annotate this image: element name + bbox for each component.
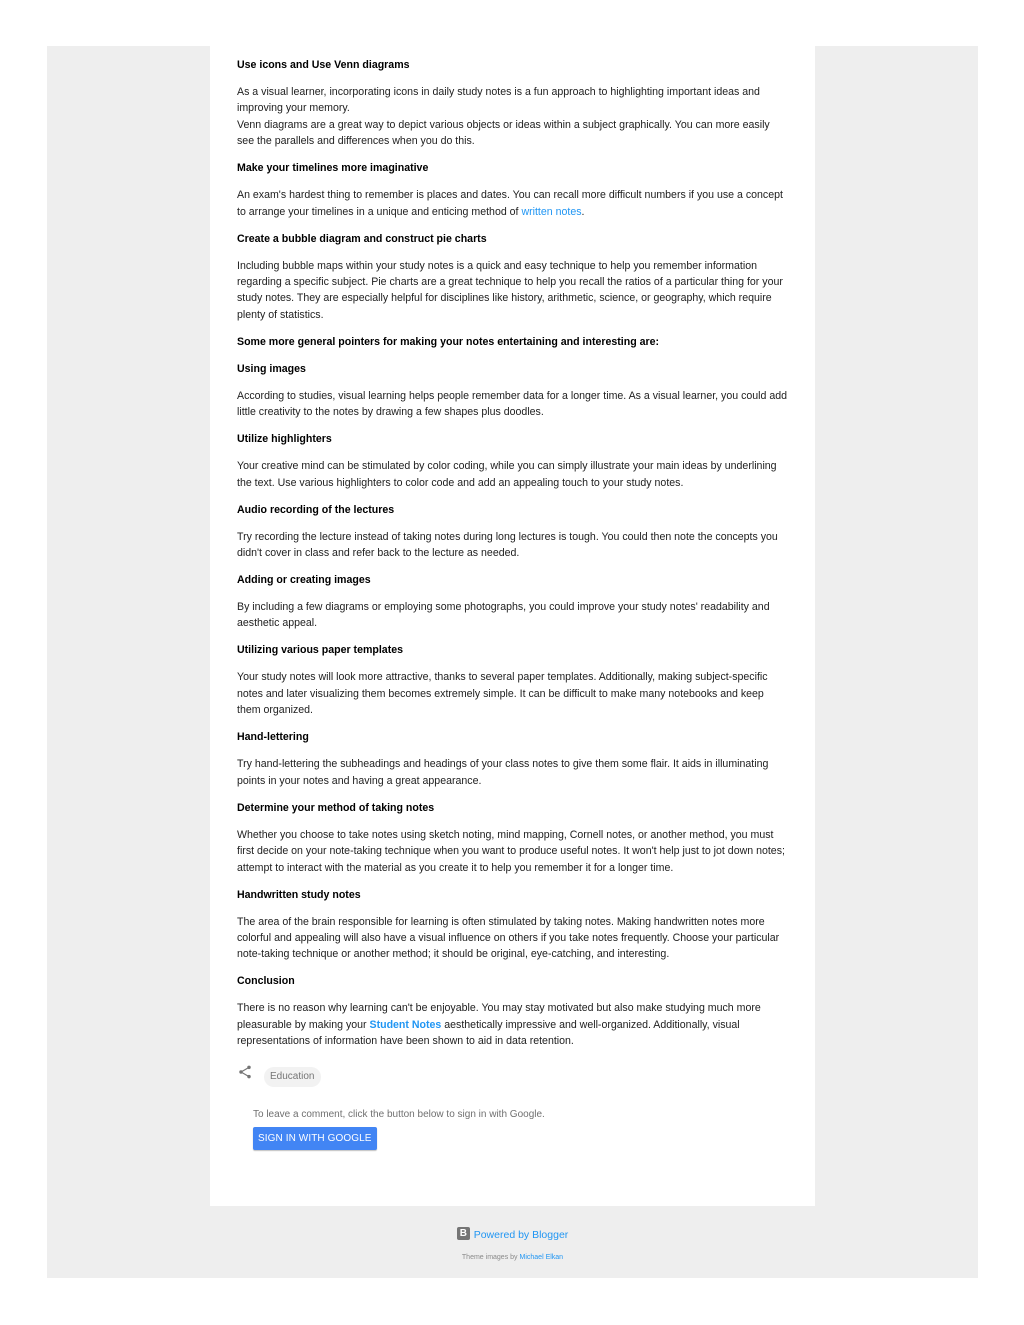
section-heading: Conclusion xyxy=(237,975,295,988)
post-body xyxy=(237,46,787,1050)
share-icon[interactable] xyxy=(237,1064,253,1080)
section-paragraph: Including bubble maps within your study notes is a quick and easy technique to help you remember information regarding a specific subject. Pie charts are a great technique to help you recall the ratios of a particular thing for your study notes. They are especially helpful for disciplines like history, arithmetic, science, or geography, which require plenty of statistics. xyxy=(237,259,783,321)
blogger-icon: B xyxy=(457,1227,470,1240)
section-heading: Handwritten study notes xyxy=(237,888,361,901)
section-paragraph: Venn diagrams are a great way to depict various objects or ideas within a subject graphically. You can more easily see the parallels and differences when you do this. xyxy=(237,118,770,148)
section-paragraph: Your study notes will look more attractive, thanks to several paper templates. Additionally, making subject-specific notes and later visualizing them becomes extremely simple. It can be difficult to make many notebooks and keep them organized. xyxy=(237,671,768,717)
section-heading: Hand-lettering xyxy=(237,731,309,744)
section-heading: Audio recording of the lectures xyxy=(237,503,395,516)
section-paragraph: An exam's hardest thing to remember is places and dates. You can recall more difficult numbers if you use a concept to arrange your timelines in a unique and enticing method of written notes. xyxy=(237,189,783,218)
section-heading: Utilizing various paper templates xyxy=(237,644,404,657)
section-paragraph: There is no reason why learning can't be enjoyable. You may stay motivated but also make studying much more pleasurable by making your Student Notes aesthetically impressive and well-organized. Additionally, visual representations of information have been shown to aid in data retention. xyxy=(237,1002,761,1048)
section-heading: Utilize highlighters xyxy=(237,433,332,446)
label-chip-education[interactable]: Education xyxy=(264,1067,321,1087)
section-paragraph: According to studies, visual learning helps people remember data for a longer time. As a visual learner, you could add little creativity to the notes by drawing a few shapes plus doodles. xyxy=(237,389,788,419)
sign-in-with-google-button[interactable]: SIGN IN WITH GOOGLE xyxy=(253,1127,377,1150)
section-paragraph: Your creative mind can be stimulated by color coding, while you can simply illustrate your main ideas by underlining the text. Use various highlighters to color code and add an appealing touch to your study notes. xyxy=(237,460,777,489)
post-card xyxy=(210,46,815,1206)
section-heading: Determine your method of taking notes xyxy=(237,801,435,814)
section-heading: Create a bubble diagram and construct pie charts xyxy=(237,232,487,245)
theme-credit: Theme images by Michael Elkan xyxy=(461,1254,564,1261)
powered-by-blogger-link[interactable]: B Powered by Blogger xyxy=(47,1226,978,1244)
post-share-row xyxy=(237,1064,537,1088)
student-notes-link[interactable]: Student Notes xyxy=(369,1018,442,1031)
section-heading: Make your timelines more imaginative xyxy=(237,162,429,175)
section-heading: Use icons and Use Venn diagrams xyxy=(237,59,410,71)
theme-author-link[interactable]: Michael Elkan xyxy=(519,1254,564,1261)
section-paragraph: As a visual learner, incorporating icons in daily study notes is a fun approach to highlighting important ideas and improving your memory. xyxy=(237,86,760,115)
section-paragraph: By including a few diagrams or employing some photographs, you could improve your study notes' readability and aesthetic appeal. xyxy=(237,601,770,630)
section-paragraph: Try recording the lecture instead of taking notes during long lectures is tough. You could then note the concepts you didn't cover in class and refer back to the lecture as needed. xyxy=(237,530,778,560)
written-notes-link[interactable]: written notes xyxy=(521,205,582,218)
comments-section xyxy=(253,1108,753,1150)
comment-hint: To leave a comment, click the button below to sign in with Google. xyxy=(253,1109,545,1120)
section-paragraph: Whether you choose to take notes using sketch noting, mind mapping, Cornell notes, or another method, you must first decide on your note-taking technique when you want to produce useful notes. It won't help just to jot down notes; attempt to interact with the material as you create it to help you remember it for a longer time. xyxy=(237,828,785,874)
section-heading: Some more general pointers for making your notes entertaining and interesting are: xyxy=(237,335,660,348)
footer xyxy=(47,1226,978,1263)
section-paragraph: The area of the brain responsible for learning is often stimulated by taking notes. Making handwritten notes more colorful and appealing will also have a visual influence on others if you take notes frequently. Choose your particular note-taking technique or another method; it should be original, eye-catching, and interesting. xyxy=(237,915,780,961)
section-heading: Using images xyxy=(237,362,306,375)
section-paragraph: Try hand-lettering the subheadings and headings of your class notes to give them some flair. It aids in illuminating points in your notes and having a great appearance. xyxy=(237,758,769,787)
section-heading: Adding or creating images xyxy=(237,574,371,587)
